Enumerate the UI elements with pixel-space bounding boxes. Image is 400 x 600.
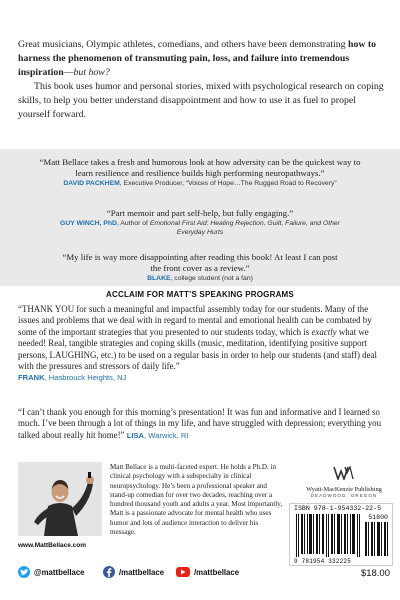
testimonial-quote: “Part memoir and part self-help, but fully engaging.” [106, 208, 294, 218]
intro-paragraph-1 [18, 38, 388, 80]
testimonial-attribution [30, 179, 370, 188]
speaking-quote-emphasis: exactly [311, 326, 337, 337]
testimonial-2 [50, 208, 350, 237]
testimonial-role: , college student (not a fan) [170, 275, 253, 282]
price-code-text: 51800 [368, 514, 388, 521]
publisher-location: DEADWOOD, OREGON [310, 493, 378, 498]
barcode-block [289, 503, 393, 566]
barcode-number: 9 781954 332225 [294, 558, 352, 565]
isbn-barcode [296, 514, 362, 557]
testimonial-name: DAVID PACKHEM [63, 180, 120, 187]
youtube-handle: /mattbellace [194, 567, 240, 577]
speaking-quote-2 [18, 407, 386, 441]
testimonial-attribution [50, 219, 350, 237]
testimonial-attribution [60, 274, 340, 283]
speaking-quote-location: , Warwick, RI [144, 430, 189, 440]
facebook-handle: /mattbellace [119, 567, 165, 577]
testimonial-book-title: Emotional First Aid: Healing Rejection, Guilt, Failure, and Other Everyday Hurts [149, 220, 340, 236]
testimonial-quote: “My life is way more disappointing after reading this book! At least I can post the front cover as a review.” [62, 252, 338, 273]
testimonial-3 [60, 252, 340, 283]
intro-p1-italic: but how? [73, 67, 110, 78]
speaking-quote-name: FRANK [18, 373, 45, 383]
twitter-icon [18, 566, 30, 578]
author-bio: Matt Bellace is a multi-faceted expert. He holds a Ph.D. in clinical psychology with a subspecialty in clinical neuropsychology. He’s been a professional speaker and stand-up comedian for over two decades, reaching over a hundred thousand youth and adults a year. Most importantly, Matt is a passionate advocate for mental health who uses humor and lots of audience interaction to deliver his message. [110, 463, 283, 537]
intro-p1-bold: how to harness the phenomenon of transmuting pain, loss, and failure into tremendous inspiration [18, 39, 377, 78]
facebook-icon [103, 566, 115, 578]
book-price: $18.00 [360, 568, 390, 579]
testimonial-role: , Executive Producer, “Voices of Hope…The Rugged Road to Recovery” [119, 180, 337, 187]
publisher-name: Wyatt-MacKenzie Publishing [306, 486, 382, 493]
testimonial-name: BLAKE [147, 275, 171, 282]
isbn-text: ISBN 978-1-954332-22-5 [294, 505, 382, 512]
publisher-block [296, 466, 392, 498]
testimonial-quote: “Matt Bellace takes a fresh and humorous look at how adversity can be the quickest way to learn resilience and resilience builds high performing neuropathways.” [39, 157, 361, 178]
testimonial-name: GUY WINCH, PhD [60, 220, 117, 227]
social-youtube[interactable] [176, 565, 239, 579]
intro-text [18, 38, 388, 122]
speaking-quote-text: “I can’t thank you enough for this morning’s presentation! It was fun and informative and I learned so much. I’ve been through a lot of things in my life, and have struggled with depression; everything you talked about really hit home!” [18, 407, 382, 440]
speaking-quote-1 [18, 304, 386, 384]
testimonials-band [0, 149, 400, 286]
speaking-section-title: ACCLAIM FOR MATT’S SPEAKING PROGRAMS [106, 290, 294, 299]
social-facebook[interactable] [103, 565, 164, 579]
publisher-logo-icon [333, 467, 355, 484]
twitter-handle: @mattbellace [34, 567, 85, 577]
testimonial-1 [30, 157, 370, 188]
testimonial-role: , Author of [116, 220, 150, 227]
speaking-quote-name: LISA [126, 430, 144, 440]
speaking-quote-text: “THANK YOU for such a meaningful and impactful assembly today for our students. Many of the issues and problems that we deal with in regard to mental and emotional health can be combated by some of the important strategies that you presented to our students today, which is [18, 304, 372, 337]
intro-p1-dash: — [63, 67, 74, 78]
social-twitter[interactable] [18, 565, 85, 579]
author-photo [18, 462, 102, 536]
speaking-quote-location: , Hasbrouck Heights, NJ [44, 373, 127, 383]
youtube-icon [176, 567, 190, 577]
speaking-quote-text: what we needed! Real, tangible strategies and coping skills (music, meditation, identifying positive support persons, LAUGHING, etc.) to be used on a regular basis in order to help our students (and staff) deal with the pressures and stressors of daily life.” [18, 326, 377, 372]
intro-p1-text: Great musicians, Olympic athletes, comedians, and others have been demonstrating [18, 39, 349, 50]
price-barcode [365, 522, 389, 556]
intro-paragraph-2: This book uses humor and personal stories, mixed with psychological research on coping skills, to help you better understand disappointment and how to use it as fuel to propel yourself forward. [18, 81, 384, 120]
author-website[interactable]: www.MattBellace.com [18, 542, 87, 549]
